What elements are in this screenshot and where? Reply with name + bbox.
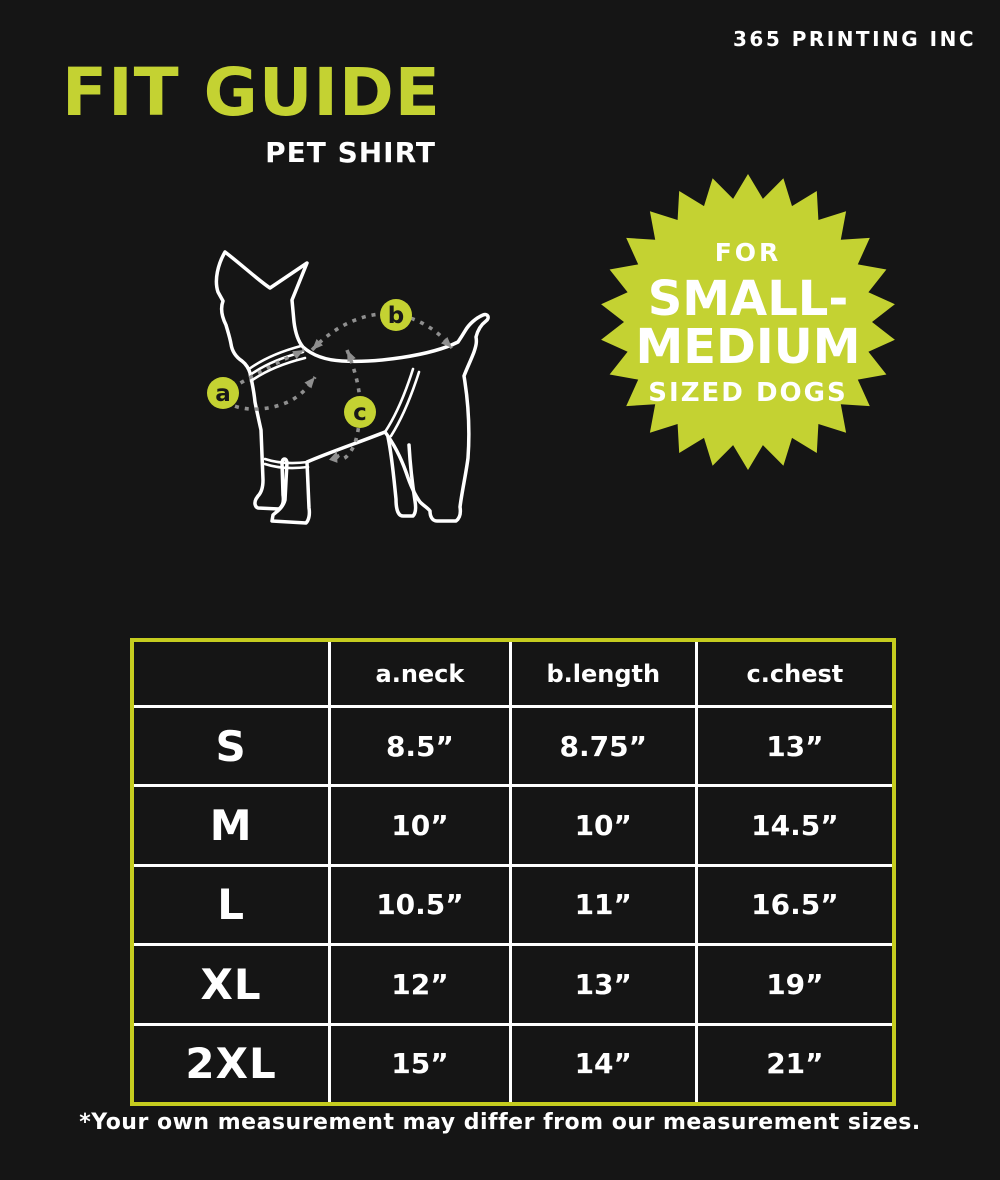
row-xl-length: 13”	[512, 946, 695, 1022]
row-xl-size: XL	[134, 946, 328, 1022]
dog-measurement-diagram	[170, 230, 530, 560]
row-l-neck: 10.5”	[331, 867, 509, 943]
row-s-neck: 8.5”	[331, 708, 509, 784]
row-2xl-neck: 15”	[331, 1026, 509, 1102]
marker-b-label: b	[387, 303, 405, 329]
size-table	[130, 638, 896, 1106]
row-2xl-length: 14”	[512, 1026, 695, 1102]
row-2xl-size: 2XL	[134, 1026, 328, 1102]
row-m-chest: 14.5”	[698, 787, 892, 863]
badge-text	[598, 172, 898, 472]
badge-line-medium: MEDIUM	[635, 319, 861, 375]
dog-outline	[216, 252, 488, 523]
footnote: *Your own measurement may differ from our measurement sizes.	[79, 1110, 921, 1135]
badge-line-sized-dogs: SIZED DOGS	[648, 377, 848, 408]
brand-text: 365 PRINTING INC	[732, 27, 976, 51]
row-m-size: M	[134, 787, 328, 863]
measure-arc-neck-lower	[226, 377, 315, 409]
row-l-length: 11”	[512, 867, 695, 943]
row-l-size: L	[134, 867, 328, 943]
header-cell-chest: c.chest	[698, 642, 892, 705]
header-cell-empty	[134, 642, 328, 705]
row-m-length: 10”	[512, 787, 695, 863]
row-s-length: 8.75”	[512, 708, 695, 784]
row-m-neck: 10”	[331, 787, 509, 863]
marker-a-label: a	[215, 381, 231, 407]
dog-diagram-svg	[170, 230, 530, 560]
header-cell-neck: a.neck	[331, 642, 509, 705]
badge-line-small: SMALL-	[647, 271, 849, 328]
row-xl-chest: 19”	[698, 946, 892, 1022]
row-s-chest: 13”	[698, 708, 892, 784]
header-cell-length: b.length	[512, 642, 695, 705]
row-2xl-chest: 21”	[698, 1026, 892, 1102]
page-title: FIT GUIDE	[62, 54, 441, 131]
page-subtitle: PET SHIRT	[265, 136, 436, 169]
badge-line-for: FOR	[714, 238, 782, 268]
row-s-size: S	[134, 708, 328, 784]
size-badge	[598, 172, 898, 472]
row-l-chest: 16.5”	[698, 867, 892, 943]
row-xl-neck: 12”	[331, 946, 509, 1022]
marker-c-label: c	[353, 400, 367, 426]
